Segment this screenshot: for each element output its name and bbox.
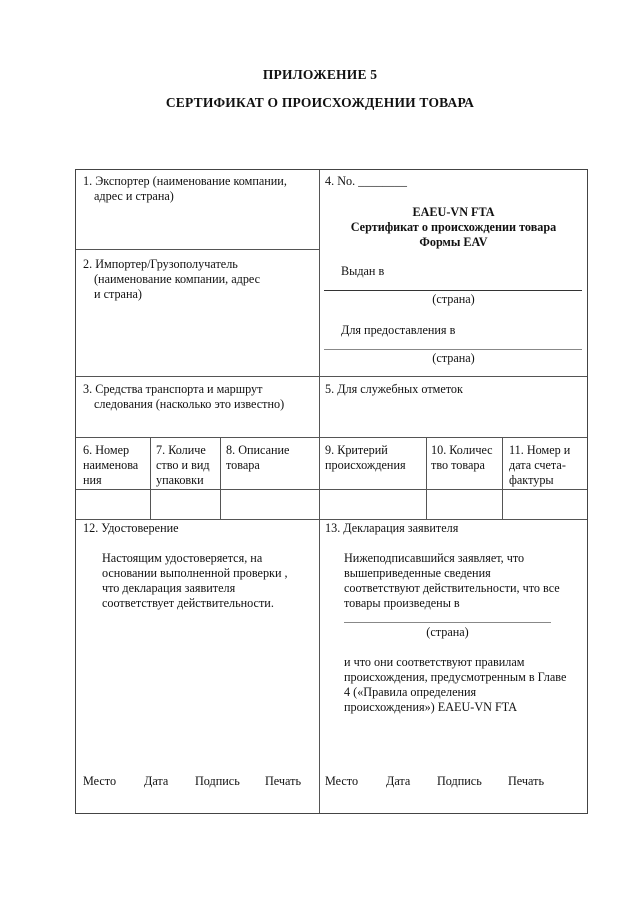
box13-seal: Печать (508, 774, 545, 788)
official-use-label: 5. Для служебных отметок (325, 382, 463, 396)
box12-seal: Печать (265, 774, 302, 788)
certification-label: 12. Удостоверение (83, 521, 179, 535)
issued-country-caption: (страна) (432, 292, 475, 306)
importer-label-cont2: и страна) (94, 287, 142, 301)
divider-row2 (76, 376, 587, 377)
declaration-text-l3: соответствуют действительности, что все (344, 581, 560, 595)
divider-empty-row (76, 519, 587, 520)
col7-header-l2: ство и вид (156, 458, 210, 472)
col11-header-l2: дата счета- (509, 458, 566, 472)
divider-box1-box2 (76, 249, 319, 250)
transport-label: 3. Средства транспорта и маршрут (83, 382, 263, 396)
col7-header-l1: 7. Количе (156, 443, 206, 457)
col-divider-6-7 (150, 437, 151, 519)
box13-signature: Подпись (437, 774, 482, 788)
submission-line (324, 349, 582, 350)
col9-header-l2: происхождения (325, 458, 406, 472)
col10-header-l2: тво товара (431, 458, 485, 472)
exporter-label: 1. Экспортер (наименование компании, (83, 174, 287, 188)
declaration-country-caption: (страна) (426, 625, 469, 639)
certificate-form (75, 169, 588, 814)
box13-place: Место (325, 774, 359, 788)
agreement-name: EAEU-VN FTA (412, 205, 495, 219)
box12-date: Дата (144, 774, 169, 788)
box12-place: Место (83, 774, 117, 788)
col10-header-l1: 10. Количес (431, 443, 493, 457)
importer-label: 2. Импортер/Грузополучатель (83, 257, 238, 271)
submission-country-caption: (страна) (432, 351, 475, 365)
col7-header-l3: упаковки (156, 473, 204, 487)
col8-header-l2: товара (226, 458, 260, 472)
col-divider-7-8 (220, 437, 221, 519)
declaration-label: 13. Декларация заявителя (325, 521, 459, 535)
exporter-label-cont: адрес и страна) (94, 189, 174, 203)
declaration-text-l6: происхождения, предусмотренным в Главе (344, 670, 567, 684)
col-divider-10-11 (502, 437, 503, 519)
submission-label: Для предоставления в (341, 323, 456, 337)
certification-text-l2: основании выполненной проверки , (102, 566, 288, 580)
col9-header-l1: 9. Критерий (325, 443, 388, 457)
page-title: ПРИЛОЖЕНИЕ 5 (262, 67, 378, 82)
certification-text-l1: Настоящим удостоверяется, на (102, 551, 263, 565)
divider-header-row (76, 489, 587, 490)
certificate-heading: Сертификат о происхождении товара (350, 220, 557, 234)
col6-header-l3: ния (83, 473, 102, 487)
box12-signature: Подпись (195, 774, 240, 788)
declaration-text-l8: происхождения») EAEU-VN FTA (344, 700, 518, 714)
certification-text-l4: соответствует действительности. (102, 596, 274, 610)
col11-header-l3: фактуры (509, 473, 554, 487)
col11-header-l1: 11. Номер и (509, 443, 571, 457)
col6-header-l1: 6. Номер (83, 443, 130, 457)
transport-label-cont: следования (насколько это известно) (94, 397, 285, 411)
col8-header-l1: 8. Описание (226, 443, 290, 457)
declaration-text-l1: Нижеподписавшийся заявляет, что (344, 551, 525, 565)
declaration-text-l7: 4 («Правила определения (344, 685, 477, 699)
page-subtitle: СЕРТИФИКАТ О ПРОИСХОЖДЕНИИ ТОВАРА (165, 95, 475, 110)
certificate-number-label: 4. No. ________ (325, 174, 407, 188)
box13-date: Дата (386, 774, 411, 788)
divider-row3 (76, 437, 587, 438)
certification-text-l3: что декларация заявителя (102, 581, 236, 595)
issued-in-label: Выдан в (341, 264, 385, 278)
declaration-text-l5: и что они соответствуют правилам (344, 655, 525, 669)
col-divider-9-10 (426, 437, 427, 519)
center-divider (319, 170, 320, 813)
col6-header-l2: наименова (83, 458, 139, 472)
form-name: Формы EAV (419, 235, 488, 249)
declaration-text-l2: вышеприведенные сведения (344, 566, 491, 580)
issued-in-line (324, 290, 582, 291)
importer-label-cont: (наименование компании, адрес (94, 272, 261, 286)
declaration-country-line (344, 622, 551, 623)
declaration-text-l4: товары произведены в (344, 596, 460, 610)
